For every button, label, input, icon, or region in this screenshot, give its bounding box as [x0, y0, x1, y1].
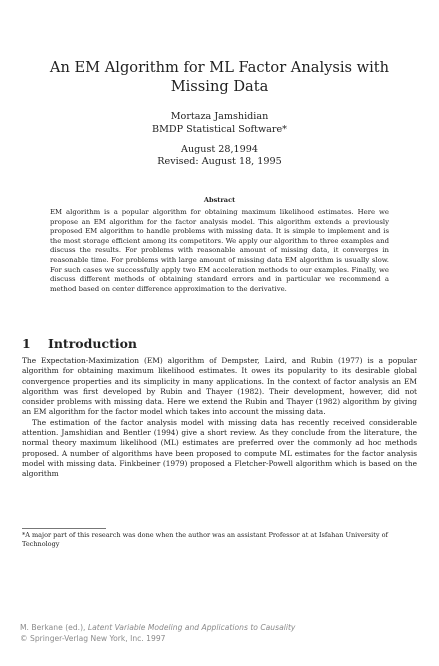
revised-date: Revised: August 18, 1995 [157, 155, 282, 167]
abstract-text: EM algorithm is a popular algorithm for obtaining maximum likelihood estimates. Here we propose an EM algorithm for the factor analysis model. This algorithm extends a previously proposed EM algorithm to handle problems with missing data. It is simple to implement and is the most storage efficient among its competitors. We apply our algorithm to three examples and discuss the results. For problems with reasonable amount of missing data, it converges in reasonable time. For problems with large amount of missing data EM algorithm is usually slow. For such cases we successfully apply two EM acceleration methods to our examples. Finally, we discuss different methods of obtaining standard errors and in particular we recommend a method based on center difference approximation to the derivative. [50, 208, 389, 293]
body-paragraph-2: The estimation of the factor analysis model with missing data has recently received considerable attention. Jamshidian and Bentler (1994) give a short review. As they conclude from the literature, the normal theory maximum likelihood (ML) estimates are preferred over the commonly ad hoc methods proposed. A number of algorithms have been proposed to compute ML estimates for the factor analysis model with missing data. Finkbeiner (1979) proposed a Fletcher-Powell algorithm which is based on the algorithm [22, 417, 417, 479]
section-title: Introduction [48, 336, 138, 351]
section-number: 1 [22, 336, 31, 351]
section-heading [22, 336, 137, 351]
author-block [20, 110, 419, 136]
footnote-rule [22, 528, 106, 529]
credit-book-title: Latent Variable Modeling and Applications to Causality [87, 623, 296, 632]
title-line-2: Missing Data [170, 78, 269, 95]
footnote: *A major part of this research was done when the author was an assistant Professor at at Isfahan University of Technology [22, 531, 388, 548]
paper-date: August 28,1994 [181, 144, 258, 155]
credit-editors: M. Berkane (ed.), [20, 623, 88, 632]
paper-title [20, 58, 419, 96]
body-paragraph-1: The Expectation-Maximization (EM) algorithm of Dempster, Laird, and Rubin (1977) is a popular algorithm for obtaining maximum likelihood estimates. It owes its popularity to its desirable global convergence properties and its simplicity in many applications. In the context of factor analysis an EM algorithm was first developed by Rubin and Thayer (1982). Their development, however, did not consider problems with missing data. Here we extend the Rubin and Thayer (1982) algorithm by giving an EM algorithm for the factor model which takes into account the missing data. [22, 356, 417, 417]
publisher-credit [20, 622, 295, 645]
section-body [22, 356, 417, 480]
title-line-1: An EM Algorithm for ML Factor Analysis with [49, 59, 390, 76]
author-affiliation: BMDP Statistical Software* [152, 124, 287, 135]
credit-copyright: © Springer-Verlag New York, Inc. 1997 [20, 634, 166, 644]
date-block [20, 144, 419, 167]
abstract-heading: Abstract [203, 196, 236, 204]
author-name: Mortaza Jamshidian [170, 111, 269, 122]
